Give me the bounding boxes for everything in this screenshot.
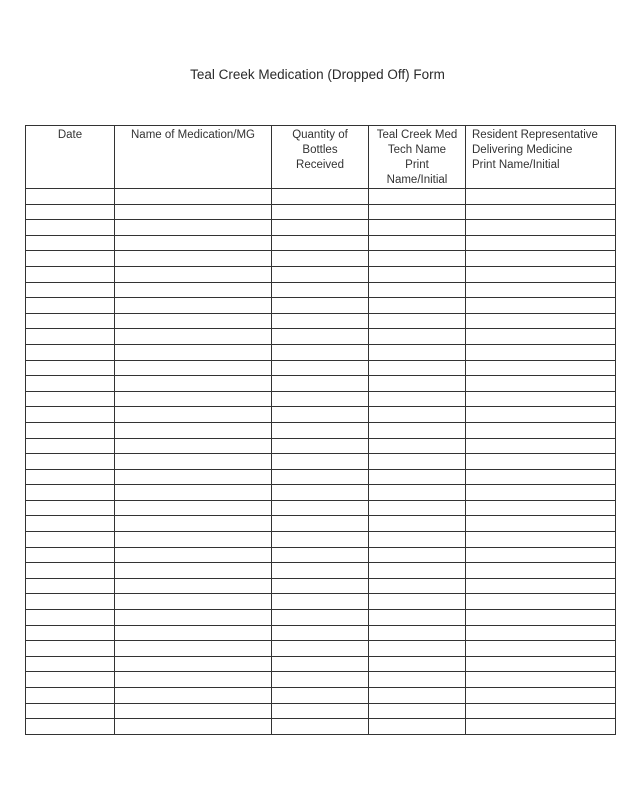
blank-cell-medication (115, 563, 272, 579)
table-body (26, 189, 616, 735)
blank-cell-representative (466, 391, 616, 407)
blank-cell-tech (369, 313, 466, 329)
blank-cell-quantity (272, 344, 369, 360)
blank-cell-tech (369, 376, 466, 392)
blank-cell-medication (115, 532, 272, 548)
blank-cell-medication (115, 282, 272, 298)
table-row (26, 282, 616, 298)
table-row (26, 407, 616, 423)
header-line: Received (296, 159, 344, 171)
blank-cell-quantity (272, 329, 369, 345)
form-title: Teal Creek Medication (Dropped Off) Form (190, 67, 445, 82)
blank-cell-tech (369, 438, 466, 454)
blank-cell-representative (466, 563, 616, 579)
blank-cell-medication (115, 500, 272, 516)
blank-cell-tech (369, 641, 466, 657)
blank-cell-representative (466, 282, 616, 298)
blank-cell-date (26, 688, 115, 704)
blank-cell-quantity (272, 251, 369, 267)
blank-cell-medication (115, 656, 272, 672)
blank-cell-tech (369, 656, 466, 672)
blank-cell-representative (466, 594, 616, 610)
blank-cell-representative (466, 578, 616, 594)
blank-cell-quantity (272, 625, 369, 641)
blank-cell-date (26, 547, 115, 563)
blank-cell-date (26, 220, 115, 236)
blank-cell-tech (369, 266, 466, 282)
blank-cell-representative (466, 532, 616, 548)
header-line: Quantity of (292, 129, 348, 141)
blank-cell-medication (115, 454, 272, 470)
table-row (26, 688, 616, 704)
table-row (26, 251, 616, 267)
blank-cell-medication (115, 266, 272, 282)
blank-cell-representative (466, 220, 616, 236)
blank-cell-representative (466, 469, 616, 485)
blank-cell-date (26, 407, 115, 423)
blank-cell-date (26, 391, 115, 407)
blank-cell-date (26, 438, 115, 454)
blank-cell-representative (466, 298, 616, 314)
blank-cell-tech (369, 422, 466, 438)
blank-cell-representative (466, 688, 616, 704)
table-row (26, 578, 616, 594)
blank-cell-quantity (272, 391, 369, 407)
table-row (26, 376, 616, 392)
blank-cell-tech (369, 391, 466, 407)
blank-cell-date (26, 656, 115, 672)
blank-cell-quantity (272, 656, 369, 672)
blank-cell-representative (466, 344, 616, 360)
blank-cell-representative (466, 641, 616, 657)
blank-cell-representative (466, 454, 616, 470)
blank-cell-quantity (272, 719, 369, 735)
blank-cell-tech (369, 204, 466, 220)
blank-cell-tech (369, 360, 466, 376)
blank-cell-quantity (272, 422, 369, 438)
table-row (26, 719, 616, 735)
table-row (26, 500, 616, 516)
blank-cell-quantity (272, 610, 369, 626)
blank-cell-quantity (272, 360, 369, 376)
blank-cell-date (26, 578, 115, 594)
blank-cell-quantity (272, 266, 369, 282)
blank-cell-date (26, 204, 115, 220)
blank-cell-representative (466, 656, 616, 672)
table-row (26, 672, 616, 688)
blank-cell-date (26, 485, 115, 501)
blank-cell-quantity (272, 688, 369, 704)
blank-cell-representative (466, 422, 616, 438)
blank-cell-representative (466, 438, 616, 454)
blank-cell-date (26, 360, 115, 376)
blank-cell-tech (369, 220, 466, 236)
blank-cell-medication (115, 485, 272, 501)
header-line: Name of Medication/MG (131, 129, 255, 141)
table-row (26, 469, 616, 485)
blank-cell-representative (466, 235, 616, 251)
blank-cell-tech (369, 610, 466, 626)
blank-cell-tech (369, 703, 466, 719)
table-row (26, 516, 616, 532)
blank-cell-representative (466, 376, 616, 392)
blank-cell-tech (369, 251, 466, 267)
header-line: Tech Name (387, 144, 447, 156)
blank-cell-quantity (272, 563, 369, 579)
table-row (26, 391, 616, 407)
blank-cell-medication (115, 220, 272, 236)
blank-cell-quantity (272, 220, 369, 236)
blank-cell-medication (115, 703, 272, 719)
blank-cell-medication (115, 594, 272, 610)
blank-cell-date (26, 376, 115, 392)
blank-cell-date (26, 563, 115, 579)
blank-cell-representative (466, 719, 616, 735)
blank-cell-representative (466, 313, 616, 329)
blank-cell-date (26, 594, 115, 610)
blank-cell-tech (369, 719, 466, 735)
blank-cell-medication (115, 313, 272, 329)
blank-cell-tech (369, 532, 466, 548)
blank-cell-tech (369, 500, 466, 516)
blank-cell-representative (466, 251, 616, 267)
blank-cell-medication (115, 344, 272, 360)
blank-cell-representative (466, 485, 616, 501)
table-row (26, 204, 616, 220)
blank-cell-representative (466, 610, 616, 626)
blank-cell-quantity (272, 578, 369, 594)
blank-cell-representative (466, 189, 616, 205)
blank-cell-medication (115, 625, 272, 641)
blank-cell-representative (466, 204, 616, 220)
blank-cell-medication (115, 641, 272, 657)
blank-cell-date (26, 454, 115, 470)
table-row (26, 641, 616, 657)
blank-cell-tech (369, 563, 466, 579)
blank-cell-representative (466, 625, 616, 641)
blank-cell-date (26, 500, 115, 516)
blank-cell-date (26, 298, 115, 314)
blank-cell-date (26, 641, 115, 657)
blank-cell-tech (369, 344, 466, 360)
blank-cell-tech (369, 235, 466, 251)
blank-cell-quantity (272, 641, 369, 657)
column-header-date (26, 126, 115, 189)
table-header-row (26, 126, 616, 189)
blank-cell-tech (369, 547, 466, 563)
table-row (26, 220, 616, 236)
blank-cell-quantity (272, 235, 369, 251)
blank-cell-representative (466, 672, 616, 688)
blank-cell-quantity (272, 438, 369, 454)
blank-cell-date (26, 719, 115, 735)
blank-cell-medication (115, 438, 272, 454)
table-row (26, 298, 616, 314)
table-row (26, 454, 616, 470)
blank-cell-quantity (272, 485, 369, 501)
blank-cell-date (26, 532, 115, 548)
table-row (26, 360, 616, 376)
blank-cell-date (26, 422, 115, 438)
blank-cell-quantity (272, 376, 369, 392)
blank-cell-representative (466, 266, 616, 282)
table-row (26, 610, 616, 626)
blank-cell-quantity (272, 516, 369, 532)
blank-cell-quantity (272, 672, 369, 688)
blank-cell-quantity (272, 298, 369, 314)
blank-cell-date (26, 625, 115, 641)
blank-cell-medication (115, 688, 272, 704)
blank-cell-quantity (272, 282, 369, 298)
blank-cell-medication (115, 329, 272, 345)
header-line: Resident Representative (472, 129, 598, 141)
blank-cell-representative (466, 516, 616, 532)
blank-cell-tech (369, 298, 466, 314)
blank-cell-medication (115, 719, 272, 735)
header-line: Teal Creek Med (376, 129, 458, 141)
blank-cell-medication (115, 360, 272, 376)
blank-cell-tech (369, 454, 466, 470)
blank-cell-representative (466, 360, 616, 376)
blank-cell-medication (115, 672, 272, 688)
table-row (26, 189, 616, 205)
blank-cell-date (26, 703, 115, 719)
blank-cell-quantity (272, 189, 369, 205)
table-row (26, 532, 616, 548)
column-header-tech (369, 126, 466, 189)
blank-cell-quantity (272, 547, 369, 563)
blank-cell-tech (369, 625, 466, 641)
blank-cell-medication (115, 251, 272, 267)
blank-cell-tech (369, 189, 466, 205)
blank-cell-medication (115, 235, 272, 251)
medication-log-table (25, 125, 616, 735)
table-row (26, 422, 616, 438)
blank-cell-date (26, 469, 115, 485)
blank-cell-date (26, 251, 115, 267)
header-line: Date (57, 129, 83, 141)
blank-cell-medication (115, 391, 272, 407)
blank-cell-quantity (272, 204, 369, 220)
blank-cell-medication (115, 189, 272, 205)
blank-cell-tech (369, 282, 466, 298)
table-row (26, 594, 616, 610)
table-row (26, 344, 616, 360)
blank-cell-medication (115, 469, 272, 485)
blank-cell-tech (369, 594, 466, 610)
blank-cell-quantity (272, 594, 369, 610)
blank-cell-medication (115, 516, 272, 532)
table-row (26, 563, 616, 579)
blank-cell-date (26, 266, 115, 282)
blank-cell-quantity (272, 703, 369, 719)
table-row (26, 485, 616, 501)
blank-cell-representative (466, 547, 616, 563)
column-header-medication (115, 126, 272, 189)
blank-cell-tech (369, 329, 466, 345)
table-row (26, 656, 616, 672)
header-line: Delivering Medicine (472, 144, 573, 156)
blank-cell-quantity (272, 469, 369, 485)
header-line: Bottles (302, 144, 338, 156)
table-row (26, 438, 616, 454)
table-row (26, 625, 616, 641)
blank-cell-date (26, 672, 115, 688)
table-row (26, 235, 616, 251)
blank-cell-medication (115, 204, 272, 220)
blank-cell-representative (466, 329, 616, 345)
blank-cell-date (26, 282, 115, 298)
blank-cell-quantity (272, 313, 369, 329)
blank-cell-date (26, 329, 115, 345)
blank-cell-quantity (272, 500, 369, 516)
blank-cell-representative (466, 703, 616, 719)
column-header-representative (466, 126, 616, 189)
blank-cell-medication (115, 578, 272, 594)
blank-cell-quantity (272, 407, 369, 423)
blank-cell-tech (369, 516, 466, 532)
blank-cell-tech (369, 578, 466, 594)
header-line: Print Name/Initial (472, 159, 560, 171)
blank-cell-date (26, 313, 115, 329)
header-line: Print (405, 159, 429, 171)
blank-cell-tech (369, 688, 466, 704)
blank-cell-date (26, 235, 115, 251)
blank-cell-medication (115, 547, 272, 563)
blank-cell-date (26, 189, 115, 205)
table-row (26, 266, 616, 282)
column-header-quantity (272, 126, 369, 189)
blank-cell-tech (369, 672, 466, 688)
blank-cell-medication (115, 376, 272, 392)
table-row (26, 329, 616, 345)
blank-cell-tech (369, 407, 466, 423)
blank-cell-tech (369, 469, 466, 485)
blank-cell-tech (369, 485, 466, 501)
table-row (26, 547, 616, 563)
blank-cell-representative (466, 407, 616, 423)
blank-cell-medication (115, 610, 272, 626)
blank-cell-medication (115, 422, 272, 438)
blank-cell-quantity (272, 454, 369, 470)
table-row (26, 703, 616, 719)
blank-cell-representative (466, 500, 616, 516)
blank-cell-medication (115, 407, 272, 423)
blank-cell-date (26, 610, 115, 626)
header-line: Name/Initial (386, 174, 448, 186)
blank-cell-date (26, 344, 115, 360)
blank-cell-date (26, 516, 115, 532)
blank-cell-quantity (272, 532, 369, 548)
blank-cell-medication (115, 298, 272, 314)
table-row (26, 313, 616, 329)
